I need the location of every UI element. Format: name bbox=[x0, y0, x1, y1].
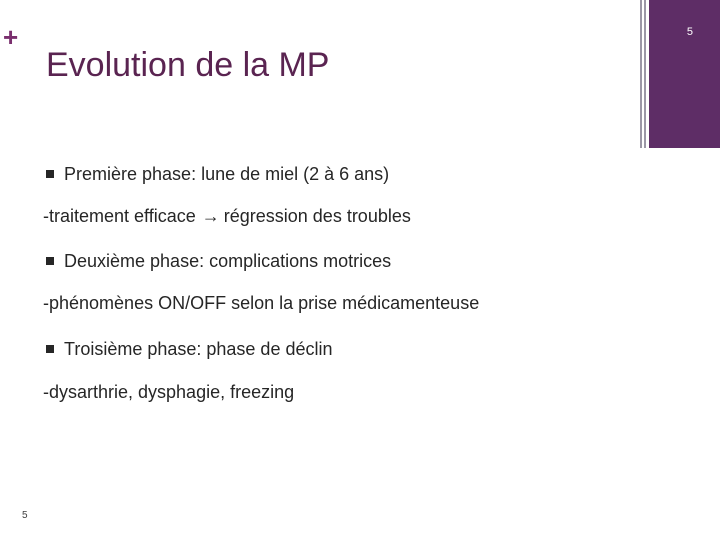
bullet-text: Deuxième phase: complications motrices bbox=[64, 251, 392, 271]
slide-title: Evolution de la MP bbox=[46, 46, 330, 84]
bullet-text: Première phase: lune de miel (2 à 6 ans) bbox=[64, 164, 390, 184]
detail-text-after: régression des troubles bbox=[223, 206, 411, 226]
detail-line-1 bbox=[43, 204, 663, 228]
right-arrow-icon: → bbox=[201, 206, 220, 226]
bullet-square-icon bbox=[46, 170, 54, 178]
decorative-lines bbox=[640, 0, 646, 148]
bullet-square-icon bbox=[46, 257, 54, 265]
accent-block bbox=[649, 0, 720, 148]
bullet-square-icon bbox=[46, 345, 54, 353]
plus-logo: + bbox=[3, 22, 19, 52]
detail-line-3: -dysarthrie, dysphagie, freezing bbox=[43, 382, 295, 402]
bullet-text: Troisième phase: phase de déclin bbox=[64, 339, 333, 359]
detail-line-2: -phénomènes ON/OFF selon la prise médicamenteuse bbox=[43, 293, 480, 313]
detail-text-before: -traitement efficace bbox=[43, 206, 196, 226]
slide-number-top: 5 bbox=[686, 26, 693, 38]
bullet-item-2 bbox=[46, 249, 646, 273]
bullet-item-3 bbox=[46, 337, 646, 361]
slide-number-bottom: 5 bbox=[22, 510, 28, 521]
bullet-item-1 bbox=[46, 162, 646, 186]
